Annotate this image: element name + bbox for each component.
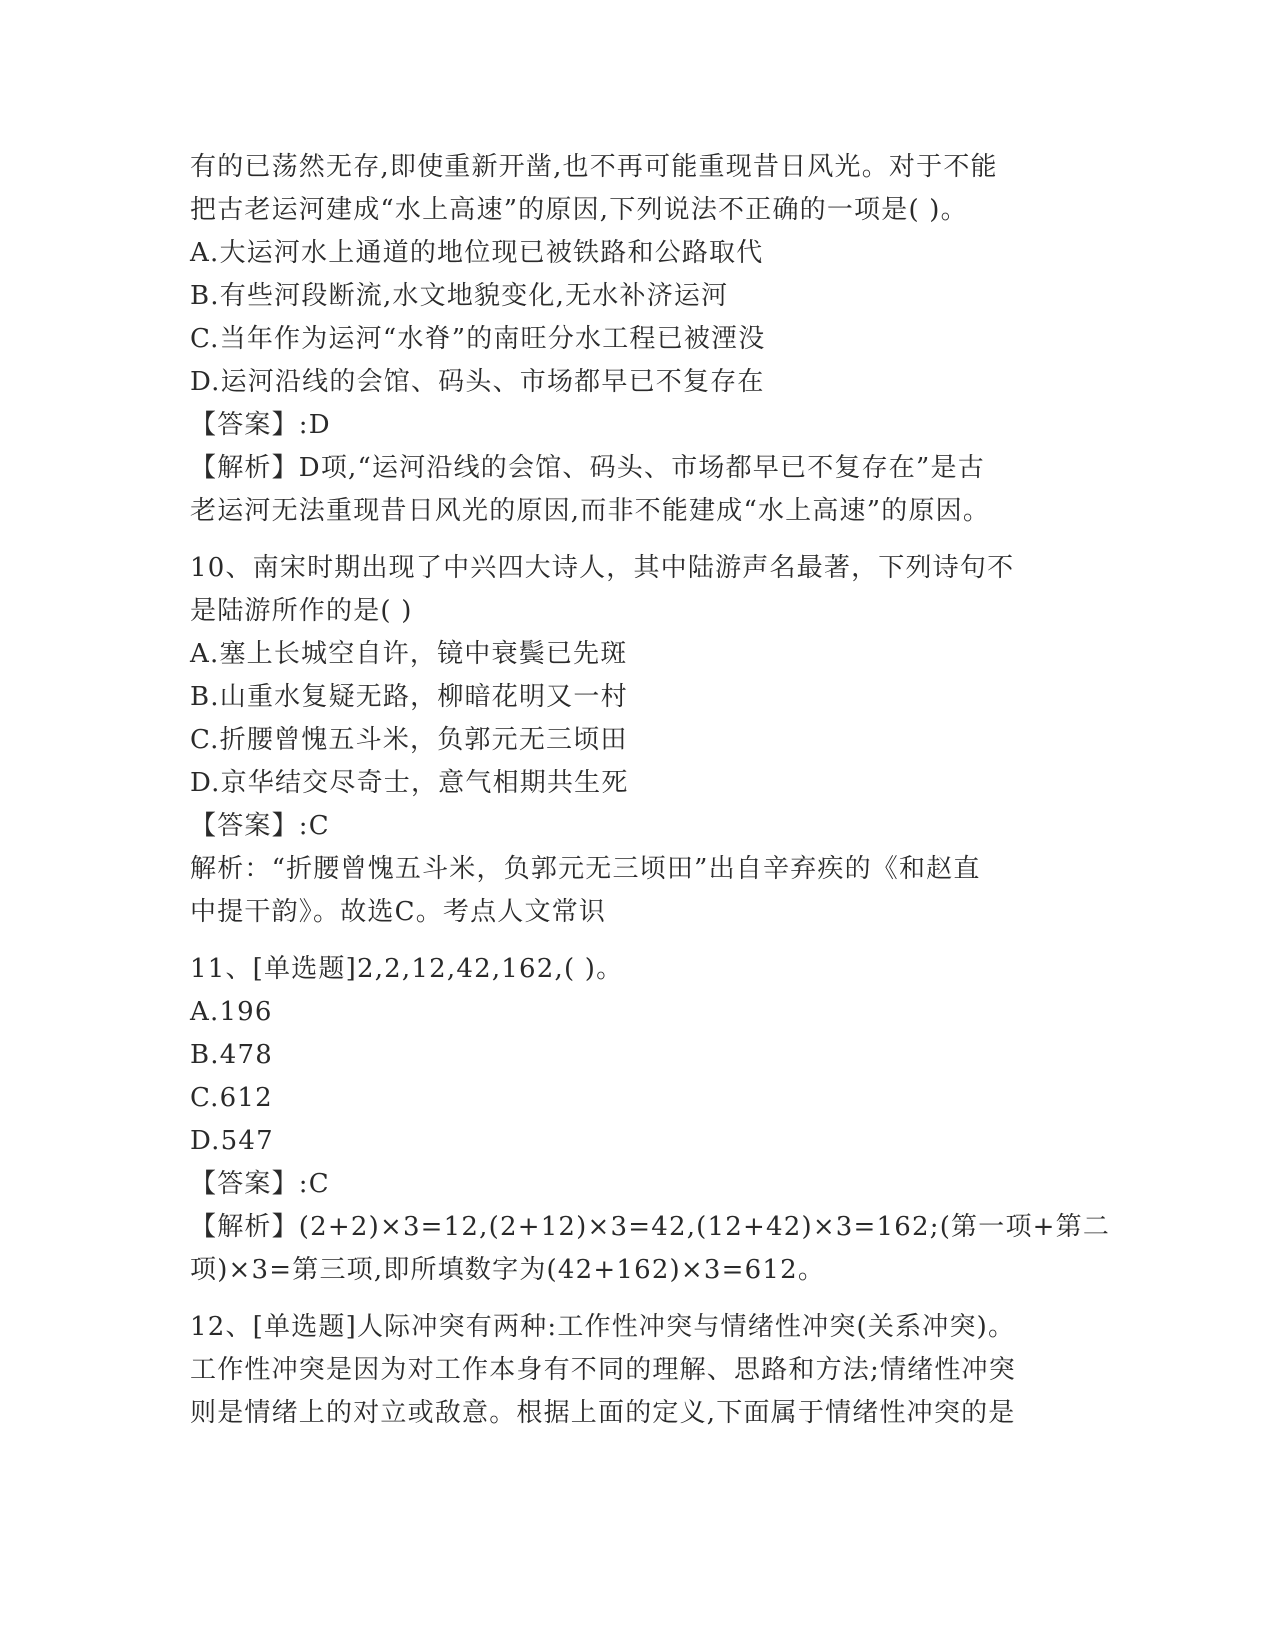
- question-9-answer: 【答案】:D: [190, 410, 331, 440]
- question-10: [190, 547, 1090, 934]
- question-9-text-line-2: 把古老运河建成“水上高速”的原因,下列说法不正确的一项是( )。: [190, 195, 968, 225]
- question-11-explanation-line-2: 项)×3=第三项,即所填数字为(42+162)×3=612。: [190, 1255, 826, 1285]
- question-10-text-line-1: 10、南宋时期出现了中兴四大诗人，其中陆游声名最著，下列诗句不: [190, 553, 1015, 583]
- question-11-text: 11、[单选题]2,2,12,42,162,( )。: [190, 954, 624, 984]
- question-11-option-d: D.547: [190, 1126, 274, 1156]
- question-12-text-line-1: 12、[单选题]人际冲突有两种:工作性冲突与情绪性冲突(关系冲突)。: [190, 1312, 1016, 1342]
- question-11-option-c: C.612: [190, 1083, 273, 1113]
- question-11-explanation-line-1: 【解析】(2+2)×3=12,(2+12)×3=42,(12+42)×3=162;(第一项+第二: [190, 1212, 1111, 1242]
- question-12-text-line-3: 则是情绪上的对立或敌意。根据上面的定义,下面属于情绪性冲突的是: [190, 1398, 1016, 1428]
- question-10-option-d: D.京华结交尽奇士，意气相期共生死: [190, 768, 629, 798]
- question-11-answer: 【答案】:C: [190, 1169, 330, 1199]
- question-11-option-b: B.478: [190, 1040, 273, 1070]
- question-10-option-a: A.塞上长城空自许，镜中衰鬓已先斑: [190, 639, 628, 669]
- question-9-explanation-line-2: 老运河无法重现昔日风光的原因,而非不能建成“水上高速”的原因。: [190, 496, 991, 526]
- question-9-option-b: B.有些河段断流,水文地貌变化,无水补济运河: [190, 281, 729, 311]
- question-10-text-line-2: 是陆游所作的是( ): [190, 596, 413, 626]
- question-9-continuation: [190, 146, 1090, 533]
- question-10-option-b: B.山重水复疑无路，柳暗花明又一村: [190, 682, 628, 712]
- question-9-explanation-line-1: 【解析】D项,“运河沿线的会馆、码头、市场都早已不复存在”是古: [190, 453, 985, 483]
- question-9-text-line-1: 有的已荡然无存,即使重新开凿,也不再可能重现昔日风光。对于不能: [190, 152, 998, 182]
- question-9-option-c: C.当年作为运河“水脊”的南旺分水工程已被湮没: [190, 324, 766, 354]
- question-9-option-d: D.运河沿线的会馆、码头、市场都早已不复存在: [190, 367, 765, 397]
- question-12-text-line-2: 工作性冲突是因为对工作本身有不同的理解、思路和方法;情绪性冲突: [190, 1355, 1016, 1385]
- question-11: [190, 948, 1111, 1292]
- document-body: [190, 146, 1111, 1435]
- question-10-explanation-line-2: 中提干韵》。故选C。考点人文常识: [190, 897, 607, 927]
- question-10-option-c: C.折腰曾愧五斗米，负郭元无三顷田: [190, 725, 628, 755]
- question-12: [190, 1306, 1090, 1435]
- question-11-option-a: A.196: [190, 997, 273, 1027]
- question-9-option-a: A.大运河水上通道的地位现已被铁路和公路取代: [190, 238, 764, 268]
- question-10-explanation-line-1: 解析：“折腰曾愧五斗米，负郭元无三顷田”出自辛弃疾的《和赵直: [190, 854, 981, 884]
- question-10-answer: 【答案】:C: [190, 811, 330, 841]
